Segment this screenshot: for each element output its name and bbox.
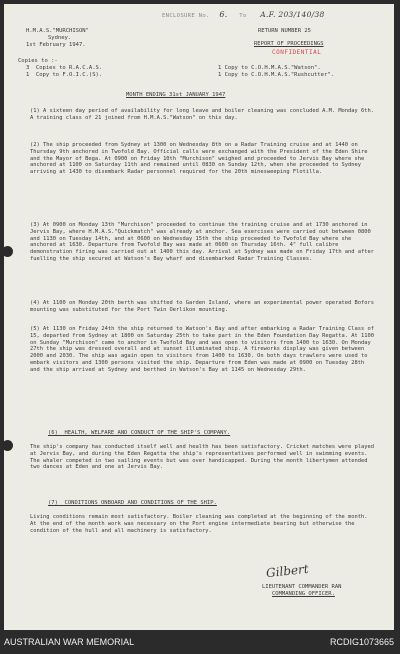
confidential-stamp: CONFIDENTIAL	[272, 49, 322, 56]
section-6-text: The ship's company has conducted itself well and health has been satisfactory. Cricket matches were played at Jervis Bay, and during the Eden Regatta the ship's representatives performed well in swimming events. The whaler competed in two sailing events but was over handicapped. During the month libertymen attended two dances at Eden and one at Jervis Bay.	[30, 444, 375, 471]
punch-hole-top	[4, 246, 13, 257]
section-7-heading: (7) CONDITIONS ONBOARD AND CONDITIONS OF THE SHIP.	[48, 500, 217, 506]
enclosure-stamp	[162, 10, 325, 19]
section-7-text: Living conditions remain most satisfactory. Boiler cleaning was completed at the beginning of the month. At the end of the month work was necessary on the Port engine intermediate bearing but otherwise the condition of the hull and all machinery is satisfactory.	[30, 514, 368, 534]
paragraph-1: (1) A sixteen day period of availability for long leave and boiler cleaning was concluded A.M. Monday 6th. A training class of 21 joined from H.M.A.S."Watson" on this day.	[30, 108, 375, 121]
paragraph-4: (4) At 1100 on Monday 20th berth was shifted to Garden Island, where an experimental power operated Bofors mounting was substituted for the Port Twin Oerlikon mounting.	[30, 300, 375, 313]
enclosure-to: To	[239, 13, 247, 19]
paragraph-2: (2) The ship proceeded from Sydney at 1300 on Wednesday 8th on a Radar Training cruise and at 1440 on Thursday 9th anchored in Twofold Bay. Official calls were exchanged with the President of the Eden Shire and the Mayor of Bega. At 0900 on Friday 10th "Murchison" weighed and proceeded to Jervis Bay where she anchored at 1100 on Saturday 11th and remained until 0830 on Sunday 12th, when she proceeded to Sydney arriving at 1430 to disembark Radar personnel required for the 20th minesweeping Flotilla.	[30, 142, 368, 176]
archive-name: AUSTRALIAN WAR MEMORIAL	[4, 637, 135, 647]
punch-hole-bottom	[4, 440, 13, 451]
signature: Gilbert	[265, 561, 310, 581]
copies-line2-left: 1 Copy to F.O.I.C.(S).	[26, 72, 103, 78]
ship-name: H.M.A.S."MURCHISON"	[26, 28, 89, 34]
copies-line1-left: 3 Copies to R.A.C.A.S.	[26, 65, 103, 71]
letter-date: 1st February 1947.	[26, 42, 86, 48]
copies-label: Copies to :-	[18, 58, 58, 64]
month-heading: MONTH ENDING 31st JANUARY 1947	[126, 92, 226, 98]
report-title: REPORT OF PROCEEDINGS	[254, 41, 324, 47]
paragraph-3: (3) At 0900 on Monday 13th "Murchison" proceeded to continue the training cruise and at 1730 anchored in Jervis Bay, where H.M.A.S."Quickmatch" was already at anchor. Sea exercises were carried out between 0800 and 1130 on Tuesday 14th, and at 0600 on Wednesday 15th the ship proceeded to Twofold Bay where she anchored at 1630. Departure from Twofold Bay was made at 0600 on Thursday 16th. 4" full calibre demonstration firing was carried out at 1400 this day. Arrival at Sydney was made on Friday 17th and after fuelling the ship secured at Watson's Bay wharf and disembarked Radar Training Classes.	[30, 222, 375, 262]
return-number: RETURN NUMBER 25	[258, 28, 311, 34]
enclosure-file-ref: A.F. 203/140/38	[260, 10, 325, 19]
archive-record-id: RCDIG1073665	[329, 637, 394, 647]
enclosure-label: ENCLOSURE No.	[162, 13, 210, 19]
enclosure-number: 6.	[219, 10, 228, 19]
signoff-title: COMMANDING OFFICER.	[272, 591, 335, 597]
copies-line1-right: 1 Copy to C.O.H.M.A.S."Watson".	[218, 65, 321, 71]
document-page	[4, 4, 394, 630]
signoff-rank: LIEUTENANT COMMANDER RAN	[262, 584, 342, 590]
copies-line2-right: 1 Copy to C.O.H.M.A.S."Rushcutter".	[218, 72, 334, 78]
archive-footer	[0, 630, 400, 654]
section-6-heading: (6) HEALTH, WELFARE AND CONDUCT OF THE SHIP'S COMPANY.	[48, 430, 231, 436]
place-name: Sydney.	[48, 35, 72, 41]
paragraph-5: (5) At 1130 on Friday 24th the ship returned to Watson's Bay and after embarking a Radar Training Class of 15, departed from Sydney at 1800 on Saturday 25th to take part in the Eden Foundation Day Regatta. At 1100 on Sunday "Murchison" came to anchor in Twofold Bay and was open to visitors from 1400 to 1630. On Monday 27th the ship was dressed overall and at sunset illuminated ship. A fireworks display was given between 2000 and 2030. The ship was again open to visitors from 1400 to 1630. On both days trawlers were used to embark visitors and 1300 persons visited the ship. Departure from Eden was made at 0900 on Tuesday 28th and the ship arrived at Sydney and berthed in Watson's Bay at 1145 on Wednesday 29th.	[30, 326, 375, 373]
